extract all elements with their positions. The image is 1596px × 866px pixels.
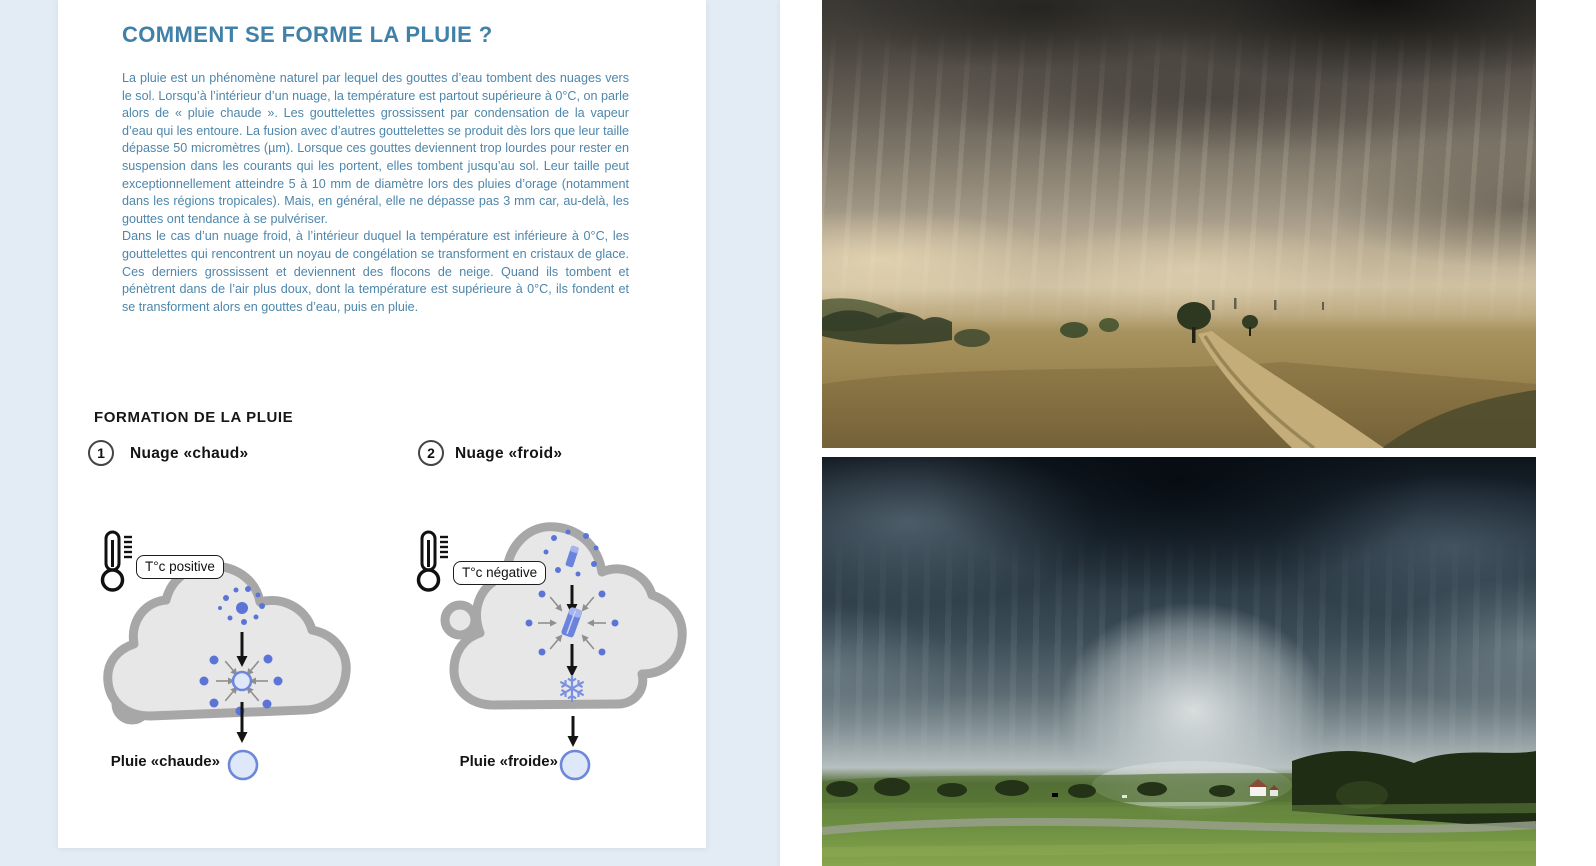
- temp-label-positive: T°c positive: [136, 555, 224, 579]
- rain-label-cold: Pluie «froide»: [459, 753, 558, 770]
- rain-drop-icon: [561, 751, 589, 779]
- right-page: [780, 0, 1596, 866]
- farmland-overlay: [822, 457, 1536, 866]
- photo-storm-over-wheat-fields: [822, 0, 1536, 448]
- article-body: [122, 70, 629, 316]
- step-label-cold-cloud: Nuage «froid»: [455, 445, 563, 462]
- warm-cloud-diagram: [88, 520, 378, 790]
- snowflake-icon: ❄: [556, 669, 588, 710]
- page-title: COMMENT SE FORME LA PLUIE ?: [122, 22, 493, 47]
- cloud-bump: [445, 605, 475, 635]
- temp-label-negative: T°c négative: [453, 561, 546, 585]
- article-paragraph: Dans le cas d’un nuage froid, à l’intérieur duquel la température est inférieure à 0°C, les gouttelettes qui rencontrent un noyau de congélation se transforment en cristaux de glace. Ces derniers grossissent et deviennent des flocons de neige. Quand ils tombent et pénètrent dans de l’air plus doux, dont la température est supérieure à 0°C, ils fondent et se transforment alors en gouttes d’eau, puis en pluie.: [122, 229, 629, 314]
- step-number-badge: 2: [418, 440, 444, 466]
- cold-cloud-diagram: [408, 490, 708, 792]
- step-label-warm-cloud: Nuage «chaud»: [130, 445, 249, 462]
- field-landscape-overlay: [822, 0, 1536, 448]
- cloud-shape: [108, 566, 346, 716]
- rain-label-warm: Pluie «chaude»: [110, 753, 220, 770]
- tree-mass: [1292, 751, 1536, 829]
- article-paragraph: La pluie est un phénomène naturel par lequel des gouttes d’eau tombent des nuages vers le sol. Lorsqu’à l’intérieur d’un nuage, la température est partout supérieure à 0°C, on parle alors de « pluie chaude ». Les gouttelettes grossissent par condensation de la vapeur d’eau qui les entoure. La fusion avec d’autres gouttelettes se produit dès lors que leur taille dépasse 50 micromètres (µm). Lorsque ces gouttes deviennent trop lourdes pour rester en suspension dans les courants qui les portent, elles tombent jusqu’au sol. Leur taille peut exceptionnellement atteindre 5 à 10 mm de diamètre lors des pluies d’orage (notamment dans les régions tropicales). Mais, en général, elle ne dépasse pas 3 mm car, au-delà, les gouttes ont tendance à se pulvériser.: [122, 71, 629, 226]
- country-road: [822, 822, 1536, 831]
- tree-icon: [1242, 315, 1258, 329]
- diagram-heading: FORMATION DE LA PLUIE: [94, 409, 294, 426]
- tree-icon: [1177, 302, 1211, 330]
- photo-storm-rain-shaft: [822, 457, 1536, 866]
- step-number-badge: 1: [88, 440, 114, 466]
- rain-drop-icon: [229, 751, 257, 779]
- arrow-down-icon: [568, 716, 579, 747]
- left-page: [58, 0, 706, 848]
